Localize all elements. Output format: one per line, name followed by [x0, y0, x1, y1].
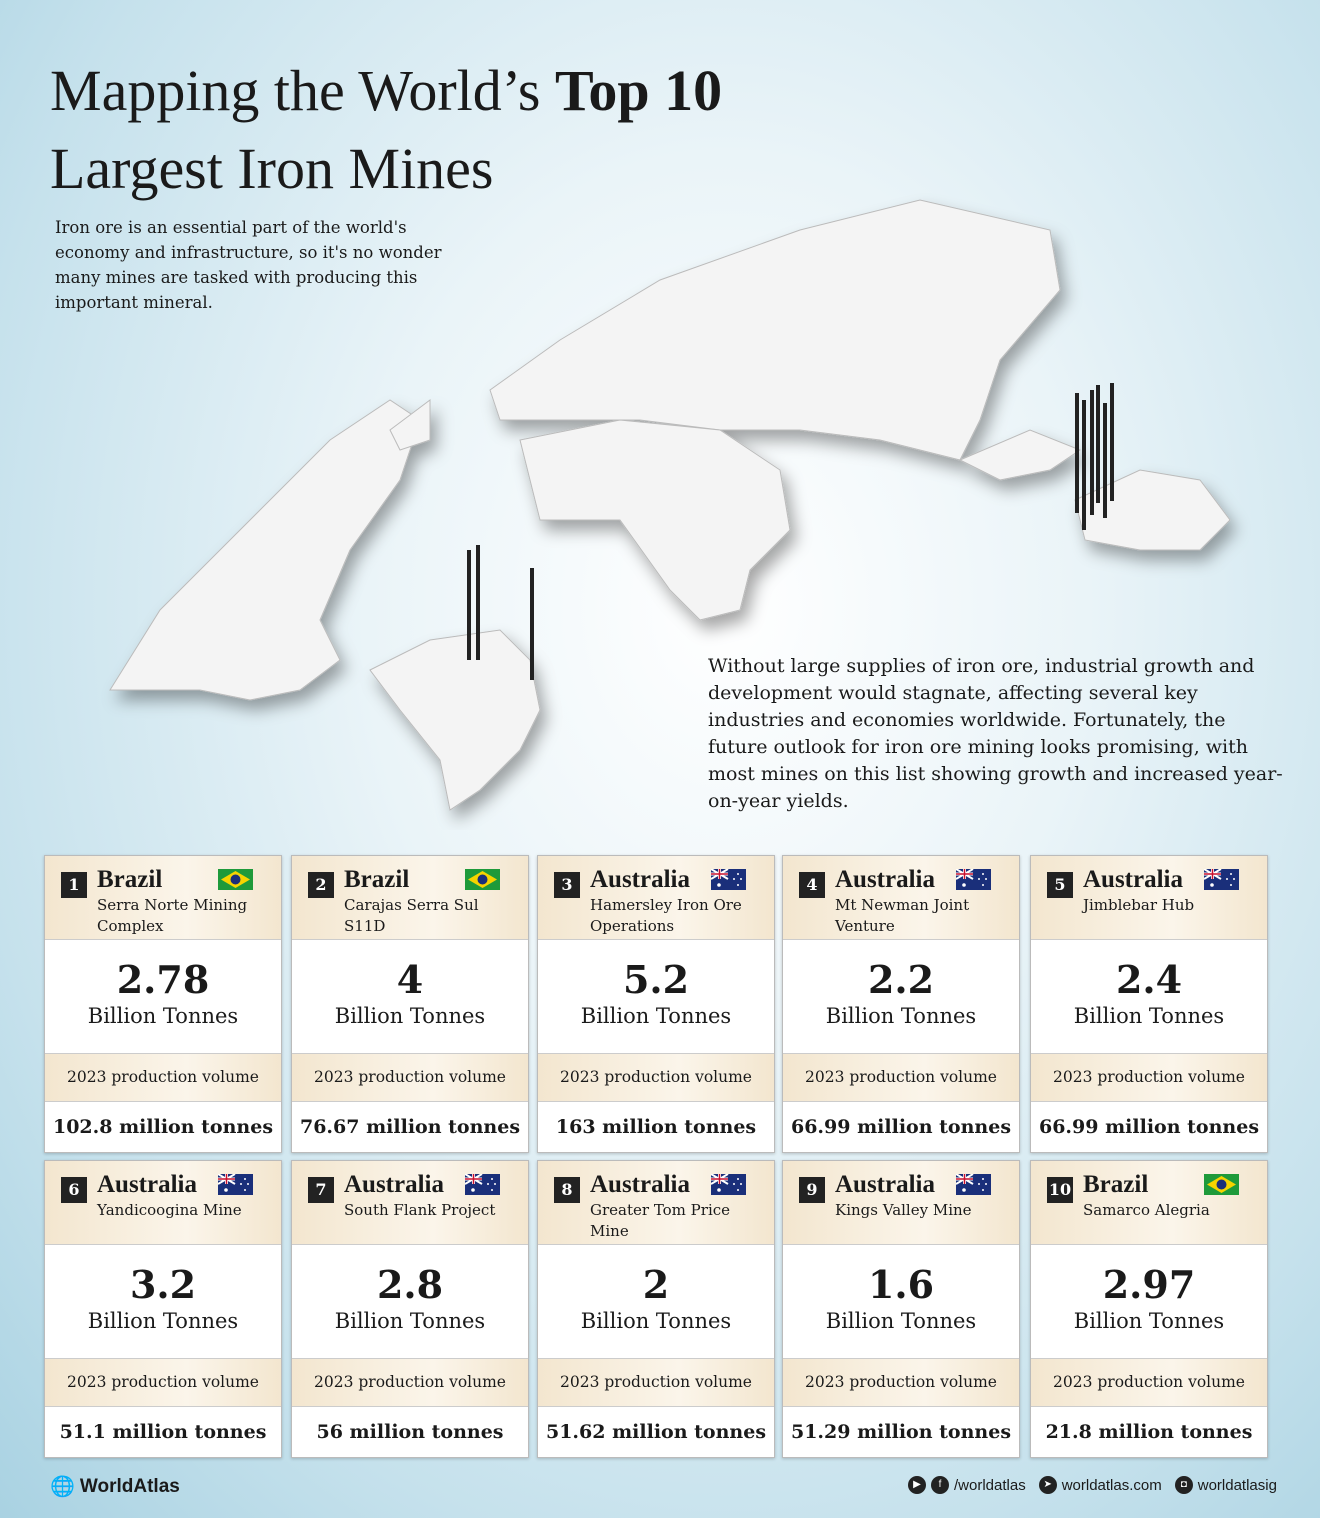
rank-badge: 9 [799, 1177, 825, 1203]
mine-marker [1082, 400, 1086, 530]
card-header [1031, 856, 1267, 940]
title-line2: Largest Iron Mines [50, 136, 494, 201]
mine-card [537, 1160, 775, 1458]
card-header [1031, 1161, 1267, 1245]
mine-marker [1110, 383, 1114, 501]
reserve-value: 2.97 [1102, 1262, 1196, 1307]
reserve-section [783, 940, 1019, 1054]
reserve-unit: Billion Tonnes [825, 1004, 977, 1028]
cursor-icon: ➤ [1039, 1476, 1057, 1494]
reserve-unit: Billion Tonnes [1073, 1004, 1225, 1028]
reserve-unit: Billion Tonnes [825, 1309, 977, 1333]
social-links [908, 1476, 1277, 1494]
country-name: Brazil [1083, 1171, 1149, 1198]
rank-badge: 7 [308, 1177, 334, 1203]
page-title [50, 52, 722, 208]
facebook-icon[interactable]: f [931, 1476, 949, 1494]
country-name: Brazil [97, 866, 163, 893]
rank-badge: 10 [1047, 1177, 1073, 1203]
north-america [110, 400, 420, 700]
southeast-asia [960, 430, 1080, 480]
mine-marker [1096, 385, 1100, 503]
country-name: Australia [344, 1171, 444, 1198]
reserve-value: 4 [396, 957, 424, 1002]
mine-name: Hamersley Iron Ore Operations [590, 896, 742, 935]
reserve-value: 2.78 [116, 957, 210, 1002]
reserve-value: 3.2 [129, 1262, 197, 1307]
card-header [45, 856, 281, 940]
production-label: 2023 production volume [45, 1359, 281, 1407]
production-label: 2023 production volume [538, 1054, 774, 1102]
country-name: Australia [835, 866, 935, 893]
reserve-unit: Billion Tonnes [580, 1004, 732, 1028]
production-label: 2023 production volume [783, 1054, 1019, 1102]
rank-badge: 4 [799, 872, 825, 898]
reserve-value: 1.6 [867, 1262, 935, 1307]
title-highlight: Top 10 [554, 58, 723, 123]
mine-name: Mt Newman Joint Venture [835, 896, 970, 935]
rank-badge: 2 [308, 872, 334, 898]
mine-card [44, 1160, 282, 1458]
south-america [370, 630, 540, 810]
website-link[interactable]: worldatlas.com [1061, 1476, 1162, 1494]
brazil-flag-icon [1204, 1174, 1239, 1195]
australia-flag-icon [218, 1174, 253, 1195]
youtube-icon[interactable]: ▶ [908, 1476, 926, 1494]
reserve-section [292, 940, 528, 1054]
mine-card [782, 855, 1020, 1153]
reserve-section [1031, 1245, 1267, 1359]
production-value: 51.62 million tonnes [545, 1421, 767, 1443]
brazil-flag-icon [218, 869, 253, 890]
card-header [292, 856, 528, 940]
production-label: 2023 production volume [783, 1359, 1019, 1407]
card-header [538, 856, 774, 940]
instagram-icon[interactable]: ◘ [1175, 1476, 1193, 1494]
reserve-section [292, 1245, 528, 1359]
card-header [538, 1161, 774, 1245]
card-header [783, 1161, 1019, 1245]
production-value: 102.8 million tonnes [52, 1116, 274, 1138]
reserve-unit: Billion Tonnes [87, 1004, 239, 1028]
worldatlas-logo [50, 1474, 180, 1499]
mine-marker [1090, 390, 1094, 515]
mine-name: Carajas Serra Sul S11D [344, 896, 479, 935]
mine-name: Serra Norte Mining Complex [97, 896, 248, 935]
mine-card [1030, 855, 1268, 1153]
mine-marker [467, 550, 471, 660]
mine-card [537, 855, 775, 1153]
title-line1: Mapping the World’s [50, 58, 555, 123]
mine-name: Greater Tom Price Mine [590, 1201, 731, 1240]
mine-card [291, 855, 529, 1153]
production-value: 76.67 million tonnes [299, 1116, 521, 1138]
reserve-unit: Billion Tonnes [580, 1309, 732, 1333]
production-value: 163 million tonnes [555, 1116, 757, 1138]
mine-marker [530, 568, 534, 680]
production-value: 21.8 million tonnes [1045, 1421, 1253, 1443]
production-label: 2023 production volume [292, 1359, 528, 1407]
mine-marker [476, 545, 480, 660]
australia-flag-icon [1204, 869, 1239, 890]
production-value: 51.1 million tonnes [59, 1421, 267, 1443]
rank-badge: 6 [61, 1177, 87, 1203]
mine-marker [1075, 393, 1079, 513]
production-label: 2023 production volume [1031, 1054, 1267, 1102]
production-value: 66.99 million tonnes [790, 1116, 1012, 1138]
production-value: 66.99 million tonnes [1038, 1116, 1260, 1138]
mine-name: Kings Valley Mine [835, 1201, 972, 1219]
country-name: Australia [1083, 866, 1183, 893]
country-name: Australia [590, 1171, 690, 1198]
card-header [783, 856, 1019, 940]
card-header [45, 1161, 281, 1245]
production-label: 2023 production volume [1031, 1359, 1267, 1407]
mine-name: Yandicoogina Mine [97, 1201, 242, 1219]
reserve-unit: Billion Tonnes [334, 1004, 486, 1028]
intro-text: Iron ore is an essential part of the world's economy and infrastructure, so it's no wonder many mines are tasked with producing this important mineral. [55, 218, 442, 312]
outro-text: Without large supplies of iron ore, industrial growth and development would stagnate, affecting several key industries and economies worldwide. Fortunately, the future outlook for iron ore mining looks promising, with most mines on this list showing growth and increased year-on-year yields. [708, 655, 1283, 812]
reserve-section [1031, 940, 1267, 1054]
country-name: Australia [97, 1171, 197, 1198]
mine-name: Jimblebar Hub [1083, 896, 1195, 914]
globe-icon: 🌐 [50, 1476, 75, 1498]
instagram-handle[interactable]: worldatlasig [1197, 1476, 1277, 1494]
brazil-flag-icon [465, 869, 500, 890]
mine-card [782, 1160, 1020, 1458]
mine-marker [1103, 403, 1107, 518]
africa [520, 420, 790, 620]
reserve-unit: Billion Tonnes [87, 1309, 239, 1333]
australia-flag-icon [465, 1174, 500, 1195]
rank-badge: 1 [61, 872, 87, 898]
australia-flag-icon [956, 1174, 991, 1195]
reserve-value: 2 [642, 1262, 670, 1307]
reserve-section [45, 940, 281, 1054]
mine-name: South Flank Project [344, 1201, 496, 1219]
production-value: 56 million tonnes [316, 1421, 504, 1443]
reserve-value: 2.4 [1115, 957, 1183, 1002]
rank-badge: 8 [554, 1177, 580, 1203]
country-name: Australia [835, 1171, 935, 1198]
mine-card [1030, 1160, 1268, 1458]
social-handle[interactable]: /worldatlas [954, 1476, 1026, 1494]
production-label: 2023 production volume [45, 1054, 281, 1102]
rank-badge: 5 [1047, 872, 1073, 898]
brand-name: WorldAtlas [79, 1475, 180, 1497]
mine-name: Samarco Alegria [1083, 1201, 1210, 1219]
production-label: 2023 production volume [292, 1054, 528, 1102]
reserve-section [538, 940, 774, 1054]
country-name: Brazil [344, 866, 410, 893]
australia-flag-icon [711, 869, 746, 890]
reserve-value: 2.8 [376, 1262, 444, 1307]
production-label: 2023 production volume [538, 1359, 774, 1407]
reserve-unit: Billion Tonnes [1073, 1309, 1225, 1333]
reserve-section [538, 1245, 774, 1359]
reserve-value: 5.2 [622, 957, 690, 1002]
australia-flag-icon [711, 1174, 746, 1195]
card-header [292, 1161, 528, 1245]
production-value: 51.29 million tonnes [790, 1421, 1012, 1443]
europe-asia [490, 200, 1060, 460]
mine-card [291, 1160, 529, 1458]
reserve-value: 2.2 [867, 957, 935, 1002]
reserve-section [783, 1245, 1019, 1359]
rank-badge: 3 [554, 872, 580, 898]
reserve-section [45, 1245, 281, 1359]
country-name: Australia [590, 866, 690, 893]
mine-card [44, 855, 282, 1153]
reserve-unit: Billion Tonnes [334, 1309, 486, 1333]
australia-flag-icon [956, 869, 991, 890]
